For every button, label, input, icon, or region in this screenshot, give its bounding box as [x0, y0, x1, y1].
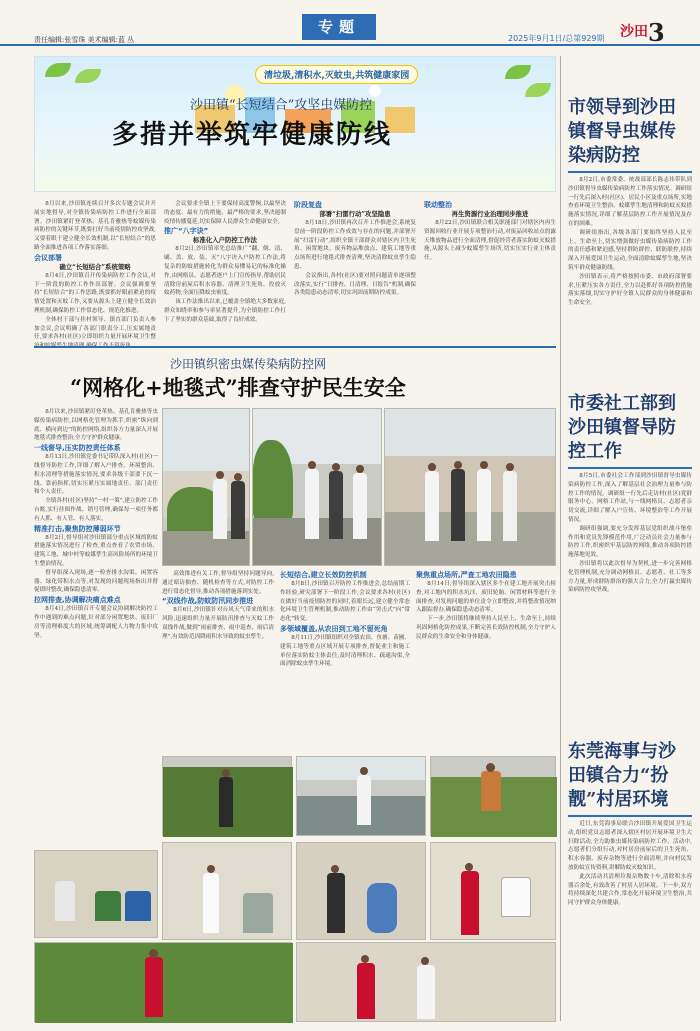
right-article-1 — [568, 96, 692, 386]
section-heading: 精准打击,聚焦防控薄弱环节 — [34, 524, 121, 533]
section-heading: “双线作战,防蚊防汛同步推进 — [162, 597, 254, 606]
banner-slogan: 清垃圾,清积水,灭蚊虫,共筑健康家园 — [255, 65, 418, 84]
paragraph: 8月4日,沙田镇召开传染病防控工作会议,对下一阶段的防控工作作出部署。会议强调要坚持“长短结合”的工作思路,既要抓好眼前紧迫的疫情处置和灭蚊工作,又要从源头上建立健全长效治理机制,确保防控工作常态化、规范化推进。 — [34, 272, 156, 314]
right-article-body — [568, 820, 692, 1020]
leaf-icon — [505, 65, 531, 79]
paragraph: 会议指出,各村(社区)要对照问题清单逐项整改落实,实行“日排查、日清理、日报告”机制,确保各类隐患动态清零,切实巩固前期防控成果。 — [294, 272, 416, 297]
right-article-title: 市委社工部到沙田镇督导防控工作 — [568, 393, 676, 462]
paragraph: 8月11日,沙田镇组织对全镇农田、鱼塘、苗圃、建筑工地等重点区域开展专项排查,督促业主和施工单位落实防蚊主体责任,及时清理积水、疏通沟渠,全面消除蚊虫孳生环境。 — [280, 634, 410, 668]
section-subheading: 部署“扫雷行动”攻坚隐患 — [319, 210, 391, 218]
paragraph: 8月以来,沙田镇连续召开多次专题会议并开展实地督导,对全镇传染病防控工作进行全面部署。沙田镇紧盯登革热、基孔肯雅热等蚊媒传染病防控的关键环节,既要打好当前疫情防控攻坚战,又要着眼于建立健全长效机制,以“长短结合”的思路全面推进各项工作落实落细。 — [34, 201, 156, 251]
section-heading: 一线督导,压实防控责任体系 — [34, 444, 121, 453]
divider — [568, 815, 692, 817]
section-heading: 推广“八字诀” — [164, 227, 209, 236]
photo-worker-with-drum — [296, 842, 426, 940]
paragraph: 8月18日,沙田镇再次召开工作推进会,系统复盘前一阶段防控工作成效与存在的问题,并部署开展“扫雷行动”,组织全镇干部群众对辖区内卫生死角、闲置地块、废弃物品堆放点、建筑工地等重点场所进行地毯式排查清理,坚决清除蚊虫孳生隐患。 — [294, 220, 416, 270]
issue-date: 2025年9月1日/总第929期 — [508, 34, 605, 43]
photo-officials-inspecting-greenery — [162, 408, 250, 566]
leaf-icon — [525, 83, 551, 97]
paragraph: 近日,东莞海事局联合沙田镇开展爱国卫生运动,组织党员志愿者深入辖区村居开展环境卫生大扫除活动,全力助推虫媒传染病防控工作。活动中,志愿者们分组行动,对村居房前屋后的卫生死角、积水容器、废弃杂物等进行全面清理,并向村民发放防蚊宣传资料,讲解防蚊灭蚊知识。 — [568, 821, 692, 871]
paragraph: 沙田镇表示,将严格按照市委、市政府部署要求,压紧压实各方责任,全力以赴抓好各项防控措施落实落细,切实守护好全镇人民群众的身体健康和生命安全。 — [568, 273, 692, 307]
article1-column-2 — [164, 200, 286, 340]
divider — [34, 346, 556, 348]
leaf-icon — [75, 69, 101, 83]
section-subheading: 标准化入户防控工作法 — [193, 236, 257, 245]
photo-officials-at-site — [384, 408, 556, 566]
paragraph: 8月2日,市委常委、统战部部长陈志伟带队到沙田镇督导虫媒传染病防控工作落实情况。调研组一行先后深入村(社区)、居民小区及重点场所,实地查看环境卫生整治、蚊媒孳生地清理和防蚊灭蚊措施落实情况,详细了解基层防控工作开展情况及存在的困难。 — [568, 177, 692, 227]
section-heading: 拉网排查,协调解决痛点难点 — [34, 596, 121, 605]
article2-subtitle: 沙田镇织密虫媒传染病防控网 — [170, 357, 327, 371]
article1-column-1 — [34, 200, 156, 340]
photo-volunteers-cleaning-bins — [34, 850, 158, 938]
right-article-3 — [568, 740, 692, 1020]
section-subheading: 再生资源行业治理同步推进 — [451, 210, 529, 218]
article2-column-4 — [416, 570, 556, 750]
article2-column-2 — [162, 570, 274, 750]
paragraph: 8月2日,沙田镇率先总结推广“翻、倒、清、刷、盖、放、装、灭”八字诀入户防控工作法,将复杂的防蚊措施转化为群众易懂易记的标准化操作,由网格员、志愿者逐户上门宣传指导,帮助居民清除房前屋后积水容器、清理卫生死角、投放灭蚊药物,全面压降蚊虫密度。 — [164, 246, 286, 297]
divider — [568, 467, 692, 469]
paragraph: 8月22日,沙田镇联合相关职能部门对辖区内再生资源回收行业开展专项整治行动,对废品回收站点的露天堆放物品进行全面清理,督促经营者落实防蚊灭蚊措施,从源头上减少蚊媒孳生场所,切实压实行业主体责任。 — [424, 220, 556, 262]
paragraph: 调研组强调,要充分发挥基层党组织战斗堡垒作用和党员先锋模范作用,广泛动员社会力量参与防控工作,织密织牢基层防控网络,推动各项防控措施落地见效。 — [568, 525, 692, 559]
photo-worker-spraying — [162, 756, 292, 836]
article1-column-3 — [294, 200, 416, 340]
photo-worker-spraying-garden — [34, 942, 292, 1022]
leaf-icon — [45, 63, 71, 77]
photo-inspector-at-canal — [296, 756, 426, 836]
photo-officials-in-courtyard — [252, 408, 382, 566]
photo-inspector-at-storage — [162, 842, 292, 940]
paragraph: 此次活动共清理垃圾杂物数十车,清除积水容器百余处,有效改善了村居人居环境。下一步,双方将持续深化共建合作,常态化开展环境卫生整治,共同守护群众身体健康。 — [568, 873, 692, 907]
paragraph: 8月13日,沙田镇党委书记带队深入村(社区)一线督导防控工作,详细了解入户排查、环境整治、积水清理等措施落实情况,要求各级干部要下沉一线、靠前指挥,切实压紧压实属地责任、部门责任和个人责任。 — [34, 454, 158, 496]
section-heading: 多领域覆盖,从农田到工地不留死角 — [280, 624, 388, 633]
paragraph: 该工作法推出以来,已覆盖全镇绝大多数家庭,群众知晓率和参与率显著提升,为全镇防控工作打下了坚实的群众基础,取得了良好成效。 — [164, 299, 286, 323]
photo-worker-at-field — [430, 756, 556, 836]
right-article-title: 东莞海事与沙田镇合力“扮靓”村居环境 — [568, 741, 676, 810]
section-heading: 阶段复盘 — [294, 201, 322, 209]
paragraph: 高效推进有关工作,督导组坚持问题导向,通过暗访抽查、随机检查等方式,对防控工作进行常态化督导,推动各项措施落到实处。 — [162, 571, 274, 595]
photo-volunteers-at-entrance — [296, 942, 556, 1022]
article-subtitle: 沙田镇“长短结合”攻坚虫媒防控 — [190, 98, 373, 113]
article2-title: “网格化+地毯式”排查守护民生安全 — [70, 375, 406, 400]
page-number: 3 — [648, 18, 665, 47]
section-heading: 长短结合,建立长效防控机制 — [280, 571, 367, 579]
paragraph: 8月2日,督导组对沙田镇部分重点区域的防蚊措施落实情况进行了检查,重点查看了农贸市场、建筑工地、城中村等蚊媒孳生高风险场所的环境卫生整治情况。 — [34, 534, 158, 567]
paragraph: 全镇各村(社区)坚持“一村一策”,建立防控工作台账,实行挂图作战、销号管理,确保每一项任务都有人抓、有人管、有人落实。 — [34, 498, 158, 522]
masthead-logo: 沙田 — [620, 24, 648, 40]
article2-column-3 — [280, 570, 410, 750]
editors-credit: 责任编辑:张雪珠 美术编辑:蓝 丛 — [34, 36, 135, 44]
right-article-title: 市领导到沙田镇督导虫媒传染病防控 — [568, 97, 676, 166]
section-heading: 会议部署 — [34, 253, 62, 262]
paragraph: 8月14日,督导组深入辖区多个在建工地开展突击检查,对工地内的积水坑洼、废旧轮胎、闲置材料等进行全面排查,对发现问题的单位责令立即整改,并将整改情况纳入跟踪督办,确保隐患动态清零。 — [416, 581, 556, 614]
paragraph: 8月以来,沙田镇紧盯登革热、基孔肯雅热等虫媒传染病防控,以网格化管理为抓手,织密“纵向到底、横向到边”的防控网络,组织各方力量深入开展地毯式排查整治,全力守护群众健康。 — [34, 409, 158, 442]
section-subheading: 确立“长短结合”系统策略 — [59, 262, 131, 271]
section-badge: 专题 — [302, 14, 376, 40]
divider — [568, 171, 692, 173]
paragraph: 沙田镇将以此次督导为契机,进一步完善网格化管理机制,充分调动网格员、志愿者、社工等多方力量,形成群防群治的强大合力,全力打赢虫媒传染病防控攻坚战。 — [568, 560, 692, 594]
paragraph: 督导组深入现场,逐一检查排水沟渠、闲置容器、绿化带积水点等,对发现的问题现场指出并督促即时整改,确保隐患清零。 — [34, 569, 158, 594]
column-divider — [560, 56, 561, 1021]
paragraph: 下一步,沙田镇将继续坚持人民至上、生命至上,持续巩固网格化防控成果,不断完善长效防控机制,全力守护人民群众的生命安全和身体健康。 — [416, 616, 556, 640]
paragraph: 8月8日,沙田镇召开防控工作推进会,总结前期工作经验,研究部署下一阶段工作,会议要求各村(社区)在做好当前疫情防控的同时,着眼长远,建立健全常态化环境卫生管理机制,推动防控工作由“突击式”向“常态化”转变。 — [280, 581, 410, 623]
photo-volunteer-with-flyer — [430, 842, 556, 940]
section-heading: 聚焦重点场所,严查工地农田隐患 — [416, 571, 517, 579]
paragraph: 8月6日,沙田镇针对台风天气带来的积水风险,迅速组织力量开展防汛排查与灭蚊工作双线作战,做到“雨前排查、雨中巡查、雨后清理”,有效防范因降雨积水导致的蚊虫孳生。 — [162, 607, 274, 640]
paragraph: 8月4日,沙田镇召开专题会议协调解决防控工作中遇到的难点问题,针对部分闲置地块、废旧厂房等清理难度大的区域,统筹调配人力物力集中攻坚。 — [34, 606, 158, 639]
right-article-body — [568, 472, 692, 712]
right-article-body — [568, 176, 692, 386]
right-article-2 — [568, 392, 692, 712]
section-heading: 联动整治 — [424, 201, 452, 209]
paragraph: 会议要求全镇上下要保持高度警惕,以最坚决的态度、最有力的措施、最严格的要求,坚决遏制疫情传播蔓延,切实保障人民群众生命健康安全。 — [164, 201, 286, 225]
article1-column-4 — [424, 200, 556, 340]
article-title: 多措并举筑牢健康防线 — [112, 120, 393, 150]
paragraph: 8月5日,市委社会工作部到沙田镇督导虫媒传染病防控工作,深入了解基层社会治理力量参与防控工作的情况。调研组一行先后走访村(社区)党群服务中心、网格工作站,与一线网格员、志愿者亲切交流,详细了解入户宣传、环境整治等工作开展情况。 — [568, 473, 692, 523]
paragraph: 调研组指出,各级各部门要始终坚持人民至上、生命至上,切实增强做好虫媒传染病防控工作的责任感和紧迫感,坚持群防群控、联防联控,持续深入开展爱国卫生运动,全面清除蚊媒孳生地,坚决筑牢群众健康防线。 — [568, 229, 692, 271]
paragraph: 全体村干部与挂村领导、镇直部门负责人参加会议,会议明确了各部门职责分工,压实属地责任,要求各村(社区)立即组织力量开展环境卫生整 — [34, 316, 156, 341]
